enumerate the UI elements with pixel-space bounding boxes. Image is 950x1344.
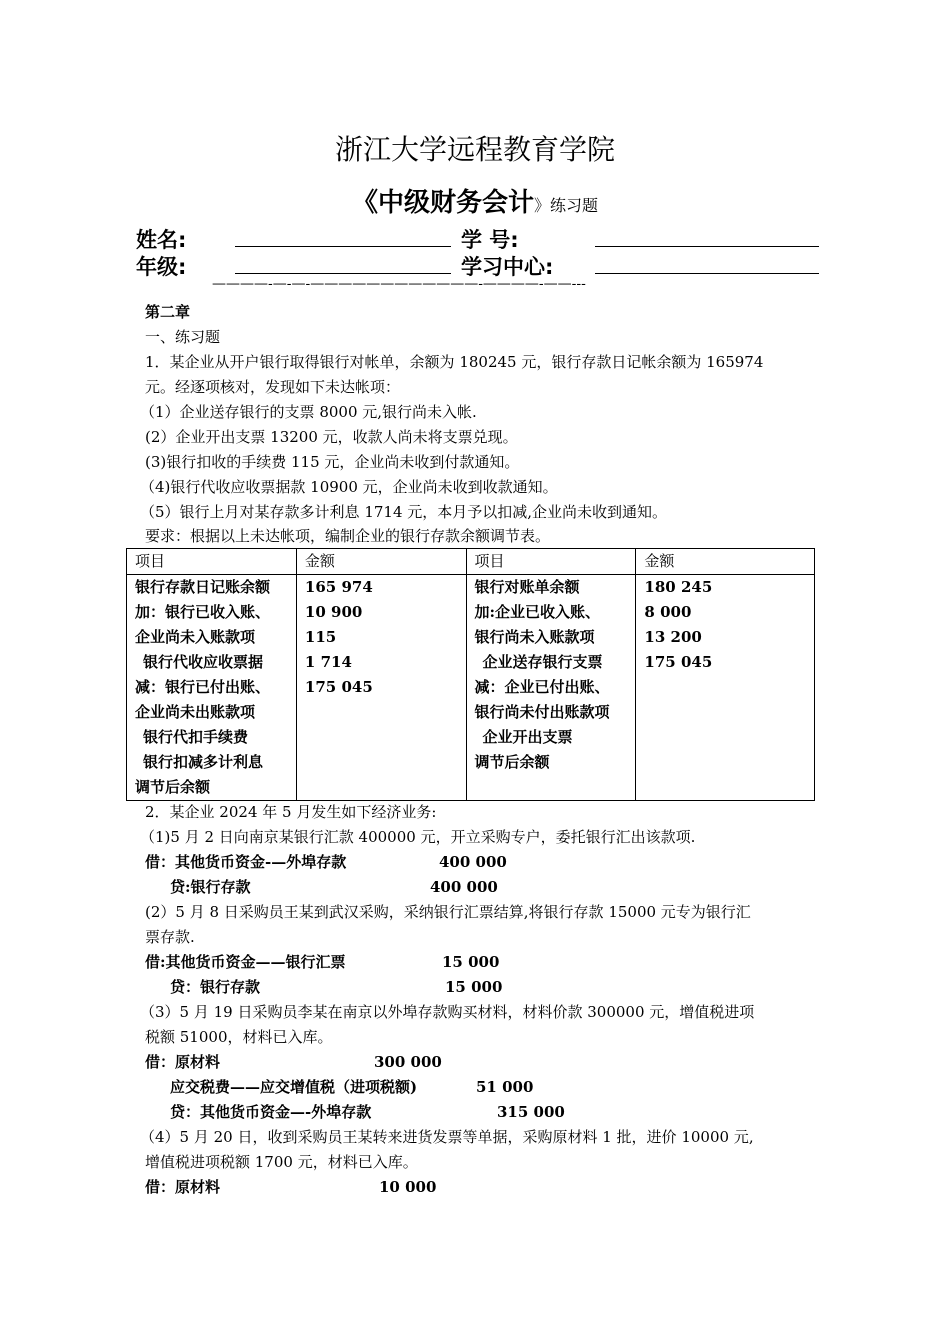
q2-transaction2-line2: 票存款. <box>145 928 195 946</box>
q2-t1-debit: 借：其他货币资金-—外埠存款 <box>145 853 347 871</box>
q2-transaction2-line1: (2）5 月 8 日采购员王某到武汉采购，采纳银行汇票结算,将银行存款 15000 元专为银行汇 <box>145 903 751 921</box>
q2-t2-debit-amount: 15 000 <box>442 953 500 971</box>
table-cell-text: 减：企业已付出账、 <box>474 678 610 696</box>
table-cell-text: 银行代扣手续费 <box>143 728 249 746</box>
table-cell-text: 加:企业已收入账、 <box>474 603 601 621</box>
q2-transaction3-line1: （3）5 月 19 日采购员李某在南京以外埠存款购买材料，材料价款 300000 元，增值税进项 <box>140 1003 755 1021</box>
course-suffix: 》练习题 <box>534 196 599 215</box>
grade-blank <box>235 273 451 274</box>
chapter-heading: 第二章 <box>145 303 191 321</box>
q2-t3-debit2-amount: 51 000 <box>476 1078 534 1096</box>
table-cell-amount: 1 714 <box>304 653 352 671</box>
table-cell-amount: 115 <box>304 628 337 646</box>
school-title: 浙江大学远程教育学院 <box>334 133 615 166</box>
q1-requirement: 要求：根据以上未达帐项，编制企业的银行存款余额调节表。 <box>145 527 551 545</box>
table-cell-text: 银行尚未付出账款项 <box>474 703 610 721</box>
bank-amounts-cell <box>636 575 815 801</box>
bank-items-cell <box>466 575 636 801</box>
table-cell-amount: 10 900 <box>304 603 363 621</box>
course-name: 《中级财务会计 <box>351 188 534 218</box>
table-cell-text: 银行尚未入账款项 <box>474 628 595 646</box>
table-cell-amount: 175 045 <box>304 678 373 696</box>
q2-t3-debit2: 应交税费——应交增值税（进项税额) <box>170 1078 418 1096</box>
q2-t1-credit-amount: 400 000 <box>430 878 498 896</box>
q2-t2-debit: 借:其他货币资金——银行汇票 <box>145 953 346 971</box>
table-cell-text: 银行存款日记账余额 <box>135 578 271 596</box>
q2-transaction4-line2: 增值税进项税额 1700 元，材料已入库。 <box>145 1153 418 1171</box>
student-id-blank <box>595 246 819 247</box>
study-center-label: 学习中心: <box>461 255 554 279</box>
table-header-cell: 项目 <box>127 549 297 575</box>
name-label: 姓名: <box>136 228 187 252</box>
table-cell-amount: 180 245 <box>644 578 713 596</box>
q1-text-line1: 1．某企业从开户银行取得银行对帐单，余额为 180245 元，银行存款日记帐余额为 165974 <box>145 353 764 371</box>
table-cell-text: 银行扣减多计利息 <box>143 753 264 771</box>
q2-transaction3-line2: 税额 51000，材料已入库。 <box>145 1028 333 1046</box>
table-cell-text: 调节后余额 <box>135 778 211 796</box>
table-cell-amount: 13 200 <box>644 628 702 646</box>
q2-t4-debit-amount: 10 000 <box>379 1178 437 1196</box>
table-cell-amount: 165 974 <box>304 578 373 596</box>
q2-transaction1: （1)5 月 2 日向南京某银行汇款 400000 元，开立采购专户，委托银行汇出该款项. <box>140 828 696 846</box>
table-cell-amount: 175 045 <box>644 653 713 671</box>
table-header-row <box>127 549 815 575</box>
q1-text-line2: 元。经逐项核对，发现如下未达帐项： <box>145 378 401 396</box>
student-id-label: 学 号: <box>461 228 519 252</box>
q2-t1-debit-amount: 400 000 <box>439 853 507 871</box>
separator-line: ————-—-—-————————————-————-——--- <box>212 276 586 292</box>
section-heading: 一、练习题 <box>145 328 221 346</box>
table-cell-text: 加：银行已收入账、 <box>135 603 271 621</box>
company-amounts-cell <box>296 575 466 801</box>
q1-item3: (3)银行扣收的手续费 115 元，企业尚未收到付款通知。 <box>145 453 520 471</box>
q2-transaction4-line1: （4）5 月 20 日，收到采购员王某转来进货发票等单据，采购原材料 1 批，进价 10000 元, <box>140 1128 754 1146</box>
name-blank <box>235 246 451 247</box>
reconciliation-table <box>126 548 815 801</box>
q2-t4-debit: 借：原材料 <box>145 1178 221 1196</box>
table-cell-amount: 8 000 <box>644 603 692 621</box>
table-cell-text: 银行代收应收票据 <box>143 653 264 671</box>
table-body-row <box>127 575 815 801</box>
table-cell-text: 调节后余额 <box>474 753 550 771</box>
q1-item1: （1）企业送存银行的支票 8000 元,银行尚未入帐. <box>140 403 477 421</box>
q2-t2-credit: 贷：银行存款 <box>170 978 261 996</box>
company-items-cell <box>127 575 297 801</box>
table-header-cell: 项目 <box>466 549 636 575</box>
table-cell-text: 企业送存银行支票 <box>482 653 603 671</box>
q1-item5: （5）银行上月对某存款多计利息 1714 元，本月予以扣减,企业尚未收到通知。 <box>140 503 668 521</box>
q1-item2: (2）企业开出支票 13200 元，收款人尚未将支票兑现。 <box>145 428 518 446</box>
q1-item4: （4)银行代收应收票据款 10900 元，企业尚未收到收款通知。 <box>140 478 558 496</box>
course-title <box>0 182 950 219</box>
table-header-cell: 金额 <box>296 549 466 575</box>
table-header-cell: 金额 <box>636 549 815 575</box>
table-cell-text: 银行对账单余额 <box>474 578 580 596</box>
study-center-blank <box>595 273 819 274</box>
q2-t3-credit: 贷：其他货币资金—-外埠存款 <box>170 1103 372 1121</box>
table-cell-text: 企业开出支票 <box>482 728 573 746</box>
q2-t2-credit-amount: 15 000 <box>445 978 503 996</box>
q2-t3-debit-amount: 300 000 <box>374 1053 442 1071</box>
grade-label: 年级: <box>136 255 187 279</box>
table-cell-text: 企业尚未出账款项 <box>135 703 256 721</box>
q2-t3-credit-amount: 315 000 <box>497 1103 565 1121</box>
table-cell-text: 企业尚未入账款项 <box>135 628 256 646</box>
q2-intro: 2．某企业 2024 年 5 月发生如下经济业务: <box>145 803 437 821</box>
q2-t3-debit: 借：原材料 <box>145 1053 221 1071</box>
q2-t1-credit: 贷:银行存款 <box>170 878 251 896</box>
table-cell-text: 减：银行已付出账、 <box>135 678 271 696</box>
